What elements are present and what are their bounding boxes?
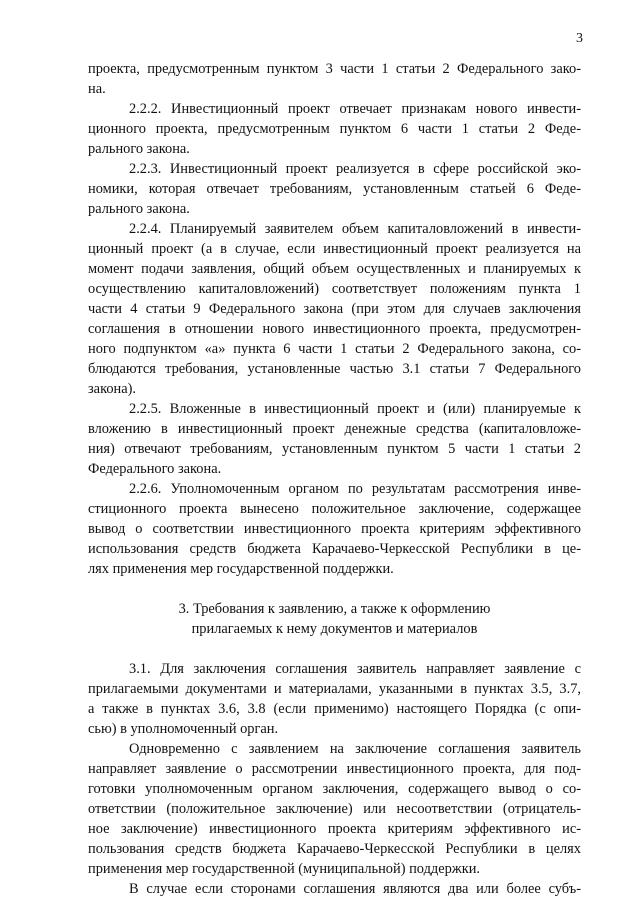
page-number: 3	[576, 31, 583, 46]
text-line: вывод о соответствии инвестиционного проекта критериям эффективного	[88, 521, 581, 537]
text-line: ния) отвечают требованиям, установленным пунктом 5 части 1 статьи 2	[88, 441, 581, 457]
text-line: ответствии (положительное заключение) или несоответствии (отрицатель-	[88, 801, 581, 817]
text-line: 2.2.3. Инвестиционный проект реализуется в сфере российской эко-	[129, 161, 581, 177]
text-line: прилагаемыми документами и материалами, указанными в пунктах 3.5, 3.7,	[88, 681, 581, 697]
text-line: Федерального закона.	[88, 461, 222, 477]
text-line: ционный проект (а в случае, если инвестиционный проект реализуется на	[88, 241, 581, 257]
text-line: В случае если сторонами соглашения являются два или более субъ-	[129, 881, 581, 897]
text-line: закона).	[88, 381, 137, 397]
text-line: пользования средств бюджета Карачаево-Черкесской Республики в целях	[88, 841, 581, 857]
text-line: ное заключение) инвестиционного проекта критериям эффективного ис-	[88, 821, 581, 837]
text-line: части 4 статьи 9 Федерального закона (при этом для случаев заключения	[88, 301, 581, 317]
text-line: блюдаются требования, установленные частью 3.1 статьи 7 Федерального	[88, 361, 581, 377]
text-line: на.	[88, 81, 106, 97]
text-line: 3.1. Для заключения соглашения заявитель направляет заявление с	[129, 661, 581, 677]
text-line: номики, которая отвечает требованиям, установленным статьей 6 Феде-	[88, 181, 581, 197]
text-line: 2.2.4. Планируемый заявителем объем капиталовложений в инвести-	[129, 221, 581, 237]
text-line: осуществлению капиталовложений) соответствует положениям пункта 1	[88, 281, 581, 297]
text-line: 2.2.5. Вложенные в инвестиционный проект и (или) планируемые к	[129, 401, 581, 417]
text-line: рального закона.	[88, 141, 190, 157]
heading-line: 3. Требования к заявлению, а также к оформлению	[178, 601, 491, 617]
text-line: ного подпунктом «а» пункта 6 части 1 статьи 2 Федерального закона, со-	[88, 341, 581, 357]
text-line: а также в пунктах 3.6, 3.8 (если применимо) настоящего Порядка (с опи-	[88, 701, 581, 717]
text-line: проекта, предусмотренным пунктом 3 части 1 статьи 2 Федерального зако-	[88, 61, 581, 77]
text-line: вложению в инвестиционный проект денежные средства (капиталовложе-	[88, 421, 581, 437]
text-line: применения мер государственной (муниципальной) поддержки.	[88, 861, 481, 877]
heading-line: прилагаемых к нему документов и материалов	[191, 621, 478, 637]
text-line: рального закона.	[88, 201, 190, 217]
text-line: 2.2.6. Уполномоченным органом по результатам рассмотрения инве-	[129, 481, 581, 497]
text-line: направляет заявление о рассмотрении инвестиционного проекта, для под-	[88, 761, 581, 777]
text-line: стиционного проекта вынесено положительное заключение, содержащее	[88, 501, 581, 517]
text-line: использования средств бюджета Карачаево-Черкесской Республики в це-	[88, 541, 581, 557]
text-line: 2.2.2. Инвестиционный проект отвечает признакам нового инвести-	[129, 101, 581, 117]
text-line: сью) в уполномоченный орган.	[88, 721, 279, 737]
text-line: ционного проекта, предусмотренным пунктом 6 части 1 статьи 2 Феде-	[88, 121, 581, 137]
text-line: соглашения в отношении нового инвестиционного проекта, предусмотрен-	[88, 321, 581, 337]
text-line: готовки уполномоченным органом заключения, содержащего вывод о со-	[88, 781, 581, 797]
text-line: Одновременно с заявлением на заключение соглашения заявитель	[129, 741, 581, 757]
text-line: момент подачи заявления, общий объем осуществленных и планируемых к	[88, 261, 581, 277]
text-line: лях применения мер государственной поддержки.	[88, 561, 394, 577]
